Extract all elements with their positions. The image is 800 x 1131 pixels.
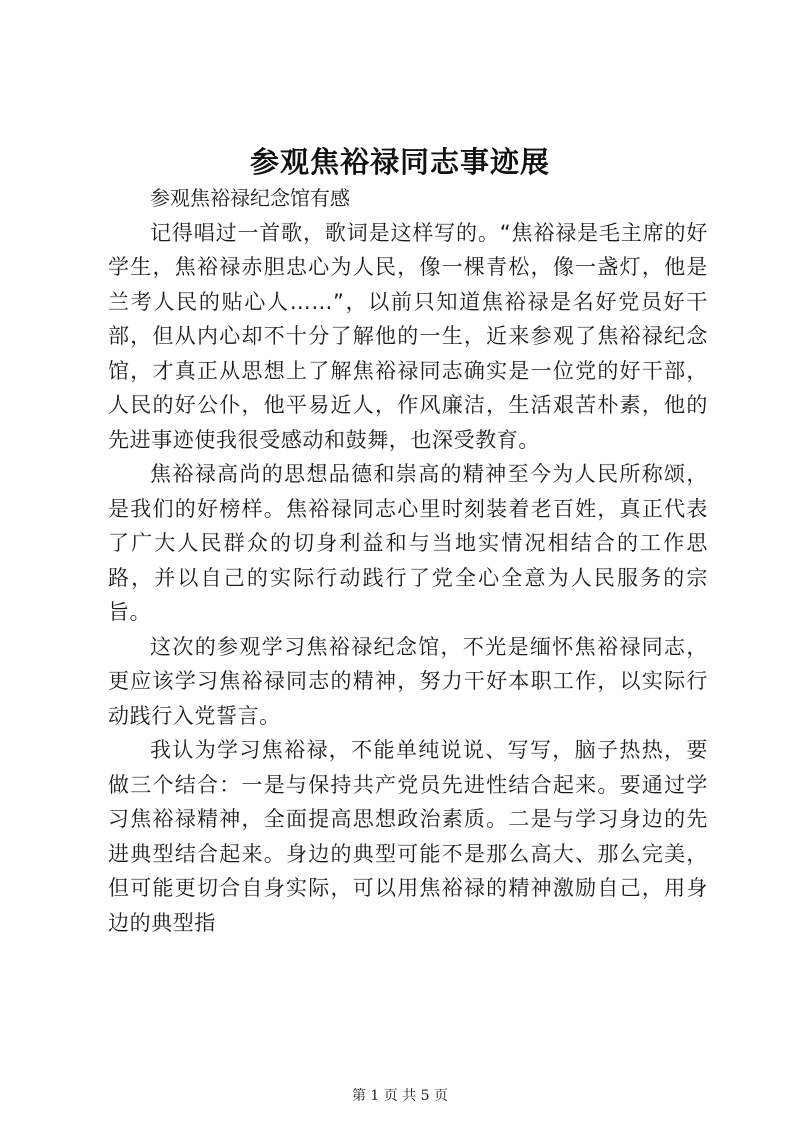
paragraph-4: 我认为学习焦裕禄，不能单纯说说、写写，脑子热热，要做三个结合：一是与保持共产党员先进性结合起来。要通过学习焦裕禄精神，全面提高思想政治素质。二是与学习身边的先进典型结合起来。身边的典型可能不是那么高大、那么完美，但可能更切合自身实际，可以用焦裕禄的精神激励自己，用身边的典型指	[108, 738, 708, 935]
paragraph-2: 焦裕禄高尚的思想品德和崇高的精神至今为人民所称颂，是我们的好榜样。焦裕禄同志心里时刻装着老百姓，真正代表了广大人民群众的切身利益和与当地实情况相结合的工作思路，并以自己的实际行动践行了党全心全意为人民服务的宗旨。	[108, 462, 708, 624]
page-number-footer: 第 1 页 共 5 页	[351, 1088, 449, 1104]
page-title: 参观焦裕禄同志事迹展	[249, 145, 550, 179]
document-subtitle: 参观焦裕禄纪念馆有感	[150, 186, 350, 210]
paragraph-3: 这次的参观学习焦裕禄纪念馆，不光是缅怀焦裕禄同志，更应该学习焦裕禄同志的精神，努力干好本职工作，以实际行动践行入党誓言。	[108, 634, 708, 728]
paragraph-1: 记得唱过一首歌，歌词是这样写的。“焦裕禄是毛主席的好学生，焦裕禄赤胆忠心为人民，像一棵青松，像一盏灯，他是兰考人民的贴心人……”，以前只知道焦裕禄是名好党员好干部，但从内心却不十分了解他的一生，近来参观了焦裕禄纪念馆，才真正从思想上了解焦裕禄同志确实是一位党的好干部，人民的好公仆，他平易近人，作风廉洁，生活艰苦朴素，他的先进事迹使我很受感动和鼓舞，也深受教育。	[108, 220, 708, 452]
document-body	[108, 181, 708, 940]
